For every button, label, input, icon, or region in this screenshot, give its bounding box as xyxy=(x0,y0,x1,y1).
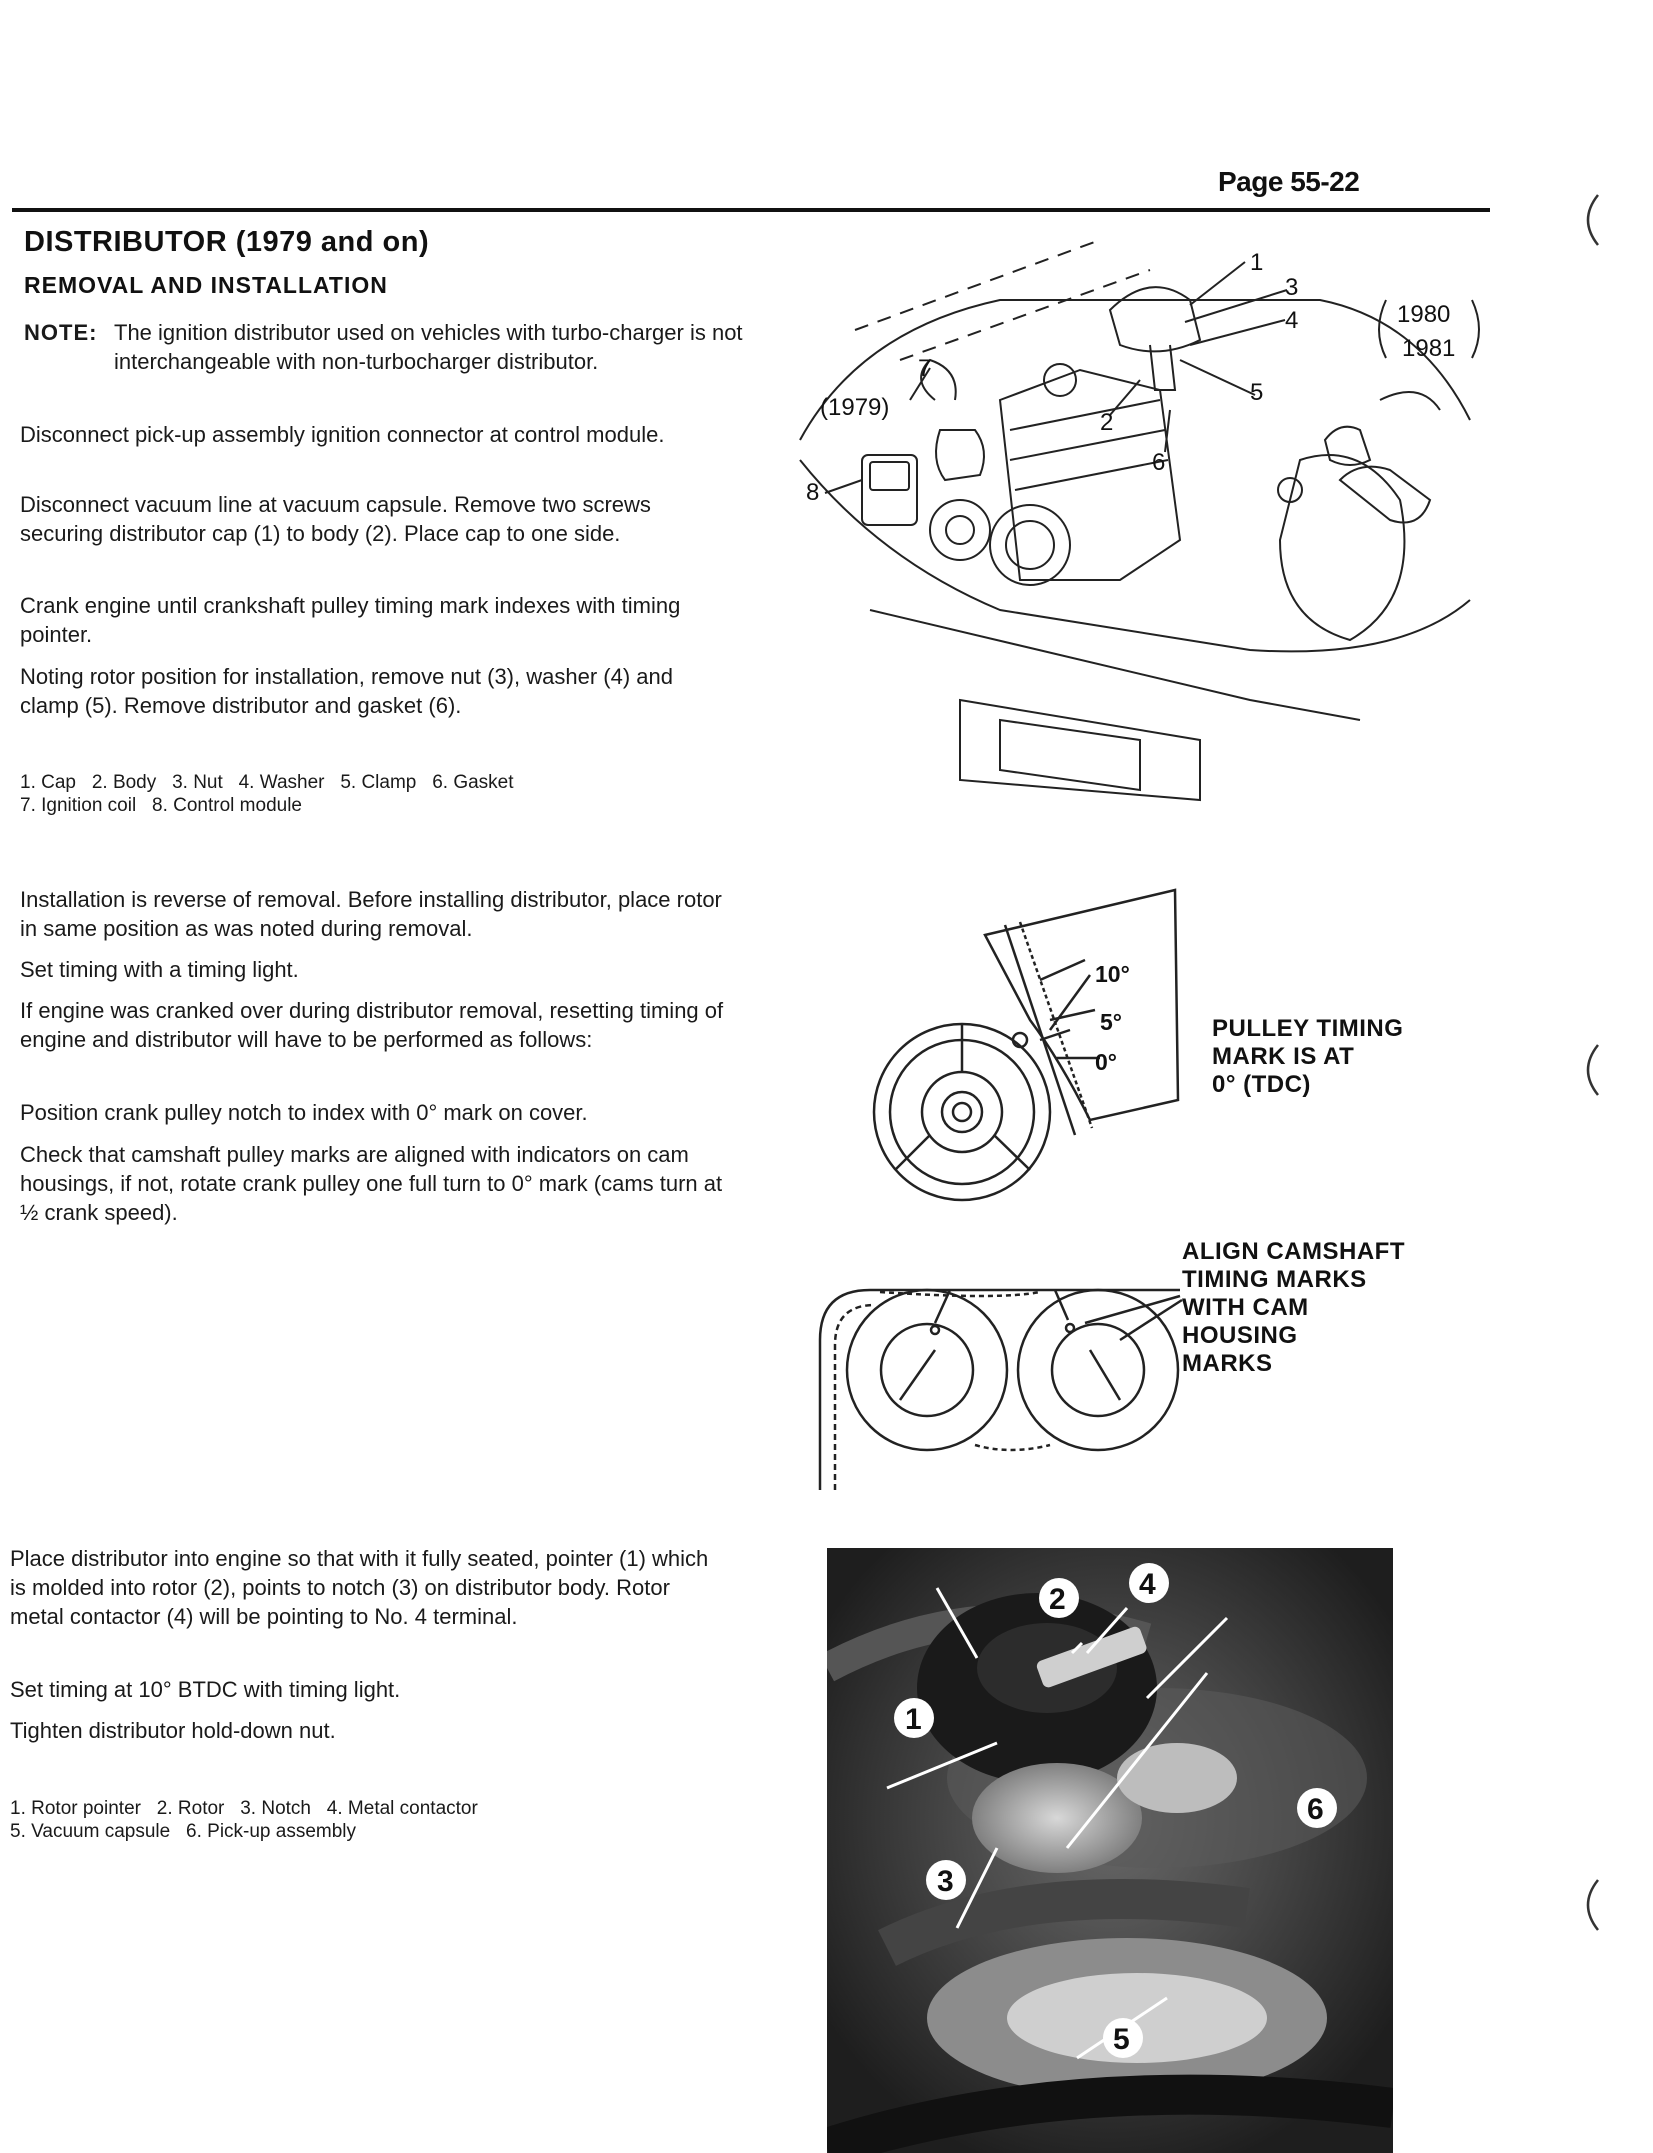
camshaft-callout-line2: TIMING MARKS xyxy=(1182,1266,1367,1293)
engine-label-8: 8 xyxy=(806,479,820,506)
final-step-1: Place distributor into engine so that with it fully seated, pointer (1) which is molded into rotor (2), points to notch (3) on distributor body. Rotor metal contactor (4) will be pointing to No. 4 terminal. xyxy=(10,1546,709,1629)
engine-label-5: 5 xyxy=(1250,379,1264,406)
install-step-2: Set timing with a timing light. xyxy=(20,957,299,982)
pulley-mark-5: 5° xyxy=(1100,1009,1122,1035)
engine-year-1979: (1979) xyxy=(820,394,890,421)
final-step-2: Set timing at 10° BTDC with timing light. xyxy=(10,1677,401,1702)
removal-legend-line1: 1. Cap 2. Body 3. Nut 4. Washer 5. Clamp 6. Gasket xyxy=(20,772,514,793)
install-step-5: Check that camshaft pulley marks are aligned with indicators on cam housings, if not, rotate crank pulley one full turn to 0° mark (cams turn at ½ crank speed). xyxy=(20,1142,723,1225)
pulley-callout-line2: MARK IS AT xyxy=(1212,1043,1355,1070)
removal-step-1: Disconnect pick-up assembly ignition connector at control module. xyxy=(20,422,665,447)
photo-label-1: 1 xyxy=(905,1703,922,1736)
camshaft-callout-line4: HOUSING xyxy=(1182,1322,1298,1349)
photo-label-6: 6 xyxy=(1307,1793,1324,1826)
final-step-3: Tighten distributor hold-down nut. xyxy=(10,1718,336,1743)
camshaft-callout-line1: ALIGN CAMSHAFT xyxy=(1182,1238,1405,1265)
pulley-mark-0: 0° xyxy=(1095,1049,1117,1075)
engine-year-1981: 1981 xyxy=(1402,335,1456,362)
engine-label-6: 6 xyxy=(1152,449,1166,476)
note-label: NOTE: xyxy=(24,320,98,345)
removal-step-4: Noting rotor position for installation, remove nut (3), washer (4) and clamp (5). Remove distributor and gasket (6). xyxy=(20,664,673,718)
note-text: The ignition distributor used on vehicles with turbo-charger is not interchangeable with non-turbocharger distributor. xyxy=(114,320,743,374)
camshaft-callout xyxy=(1182,1238,1405,1378)
install-step-3: If engine was cranked over during distributor removal, resetting timing of engine and distributor will have to be performed as follows: xyxy=(20,998,724,1052)
engine-label-1: 1 xyxy=(1250,249,1264,276)
section-subtitle: REMOVAL AND INSTALLATION xyxy=(24,272,388,298)
engine-label-3: 3 xyxy=(1285,274,1299,301)
photo-label-3: 3 xyxy=(937,1865,954,1898)
removal-step-2: Disconnect vacuum line at vacuum capsule. Remove two screws securing distributor cap (1) to body (2). Place cap to one side. xyxy=(20,492,651,546)
engine-label-4: 4 xyxy=(1285,307,1299,334)
distributor-photo-drawing xyxy=(827,1548,1393,2153)
page-number: Page 55-22 xyxy=(1218,166,1360,197)
engine-label-7: 7 xyxy=(918,355,932,382)
removal-legend-line2: 7. Ignition coil 8. Control module xyxy=(20,795,302,816)
pulley-callout xyxy=(1212,1015,1403,1099)
photo-label-2: 2 xyxy=(1049,1583,1066,1616)
pulley-callout-line3: 0° (TDC) xyxy=(1212,1071,1311,1098)
engine-year-1980: 1980 xyxy=(1397,301,1451,328)
install-step-4: Position crank pulley notch to index with 0° mark on cover. xyxy=(20,1100,588,1125)
final-legend-line2: 5. Vacuum capsule 6. Pick-up assembly xyxy=(10,1821,357,1842)
engine-figure xyxy=(0,0,1653,820)
camshaft-callout-line3: WITH CAM xyxy=(1182,1294,1309,1321)
removal-step-3: Crank engine until crankshaft pulley timing mark indexes with timing pointer. xyxy=(20,593,681,647)
pulley-mark-10: 10° xyxy=(1095,961,1130,987)
photo-label-4: 4 xyxy=(1139,1568,1156,1601)
distributor-photo xyxy=(827,1548,1393,2153)
install-step-1: Installation is reverse of removal. Before installing distributor, place rotor in same position as was noted during removal. xyxy=(20,887,722,941)
section-title: DISTRIBUTOR (1979 and on) xyxy=(24,226,430,258)
camshaft-callout-line5: MARKS xyxy=(1182,1350,1273,1377)
engine-label-2: 2 xyxy=(1100,409,1114,436)
pulley-callout-line1: PULLEY TIMING xyxy=(1212,1015,1404,1042)
final-legend-line1: 1. Rotor pointer 2. Rotor 3. Notch 4. Metal contactor xyxy=(10,1798,478,1819)
photo-label-5: 5 xyxy=(1113,2023,1130,2056)
